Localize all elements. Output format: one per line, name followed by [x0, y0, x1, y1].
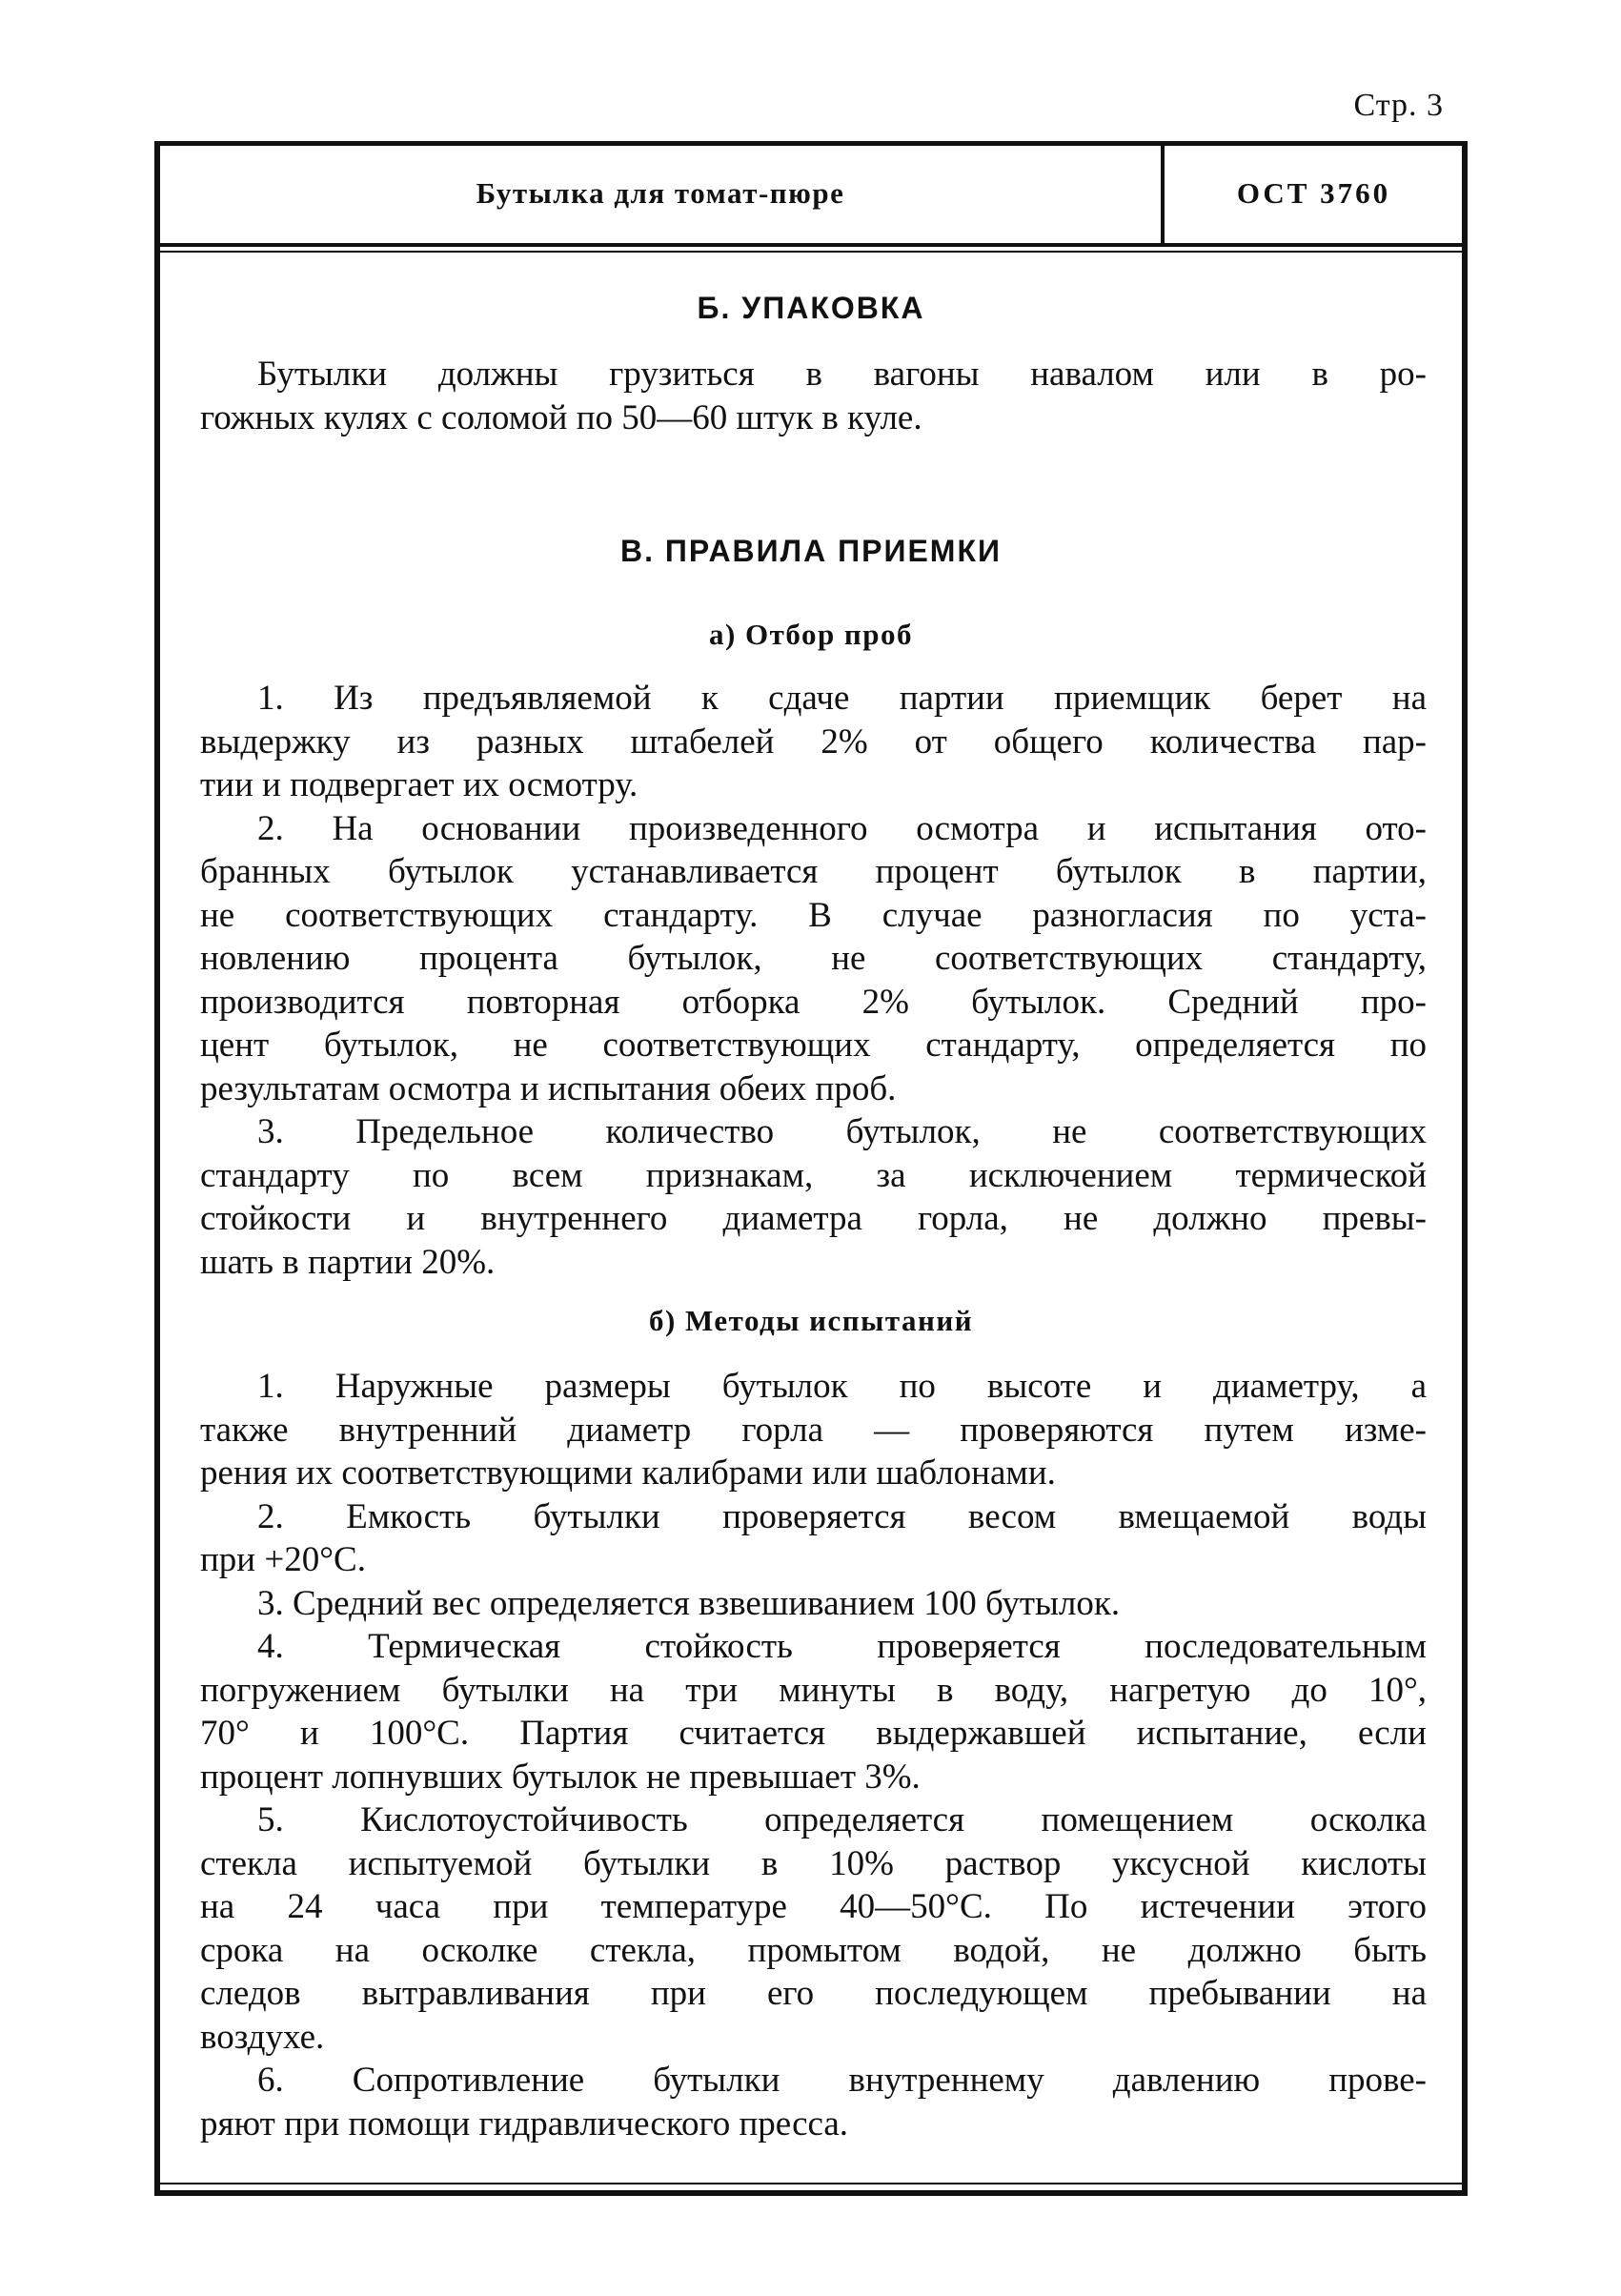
- test-methods-items: [200, 1365, 1427, 2145]
- text-line: 5. Кислотоустойчивость определяется помещением осколка: [257, 1800, 1427, 1839]
- text-line: стойкости и внутреннего диаметра горла, не должно превы-: [200, 1199, 1427, 1238]
- text-line: 1. Из предъявляемой к сдаче партии приемщик берет на: [257, 679, 1427, 718]
- section-packaging-paragraph: [200, 353, 1427, 439]
- text-line: Бутылки должны грузиться в вагоны навалом или в ро-: [257, 355, 1427, 394]
- text-line: шать в партии 20%.: [200, 1242, 496, 1282]
- text-line: гожных кулях с соломой по 50—60 штук в куле.: [200, 397, 922, 437]
- text-line: 2. Емкость бутылки проверяется весом вмещаемой воды: [257, 1496, 1427, 1536]
- text-line: стандарту по всем признакам, за исключением термической: [200, 1155, 1427, 1195]
- list-item: [200, 1582, 1427, 1626]
- text-line: 1. Наружные размеры бутылок по высоте и диаметру, а: [257, 1367, 1427, 1406]
- list-item: [200, 1798, 1427, 2059]
- text-line: 70° и 100°С. Партия считается выдержавшей испытание, если: [200, 1714, 1427, 1753]
- subsection-sampling-heading: а) Отбор проб: [708, 618, 914, 651]
- text-line: следов вытравливания при его последующем пребывании на: [200, 1974, 1427, 2013]
- text-line: тии и подвергает их осмотру.: [200, 765, 638, 804]
- list-item: [200, 807, 1427, 1111]
- list-item: [200, 677, 1427, 807]
- text-line: воздухе.: [200, 2017, 325, 2057]
- text-line: также внутренний диаметр горла — проверяются путем изме-: [200, 1410, 1427, 1450]
- text-line: не соответствующих стандарту. В случае разногласия по уста-: [200, 895, 1427, 935]
- text-line: 3. Средний вес определяется взвешиванием 100 бутылок.: [257, 1583, 1121, 1623]
- list-item: [200, 1365, 1427, 1495]
- text-line: бранных бутылок устанавливается процент бутылок в партии,: [200, 852, 1427, 891]
- text-line: выдержку из разных штабелей 2% от общего количества пар-: [200, 721, 1427, 762]
- text-line: новлению процента бутылок, не соответствующих стандарту,: [200, 939, 1427, 978]
- text-line: погружением бутылки на три минуты в воду, нагретую до 10°,: [200, 1670, 1427, 1710]
- text-line: цент бутылок, не соответствующих стандарту, определяется по: [200, 1026, 1427, 1065]
- section-packaging-heading: Б. УПАКОВКА: [697, 291, 925, 325]
- text-line: рения их соответствующими калибрами или шаблонами.: [200, 1453, 1056, 1493]
- header-standard-code: ОСТ 3760: [1236, 176, 1391, 210]
- section-acceptance-heading: В. ПРАВИЛА ПРИЕМКИ: [620, 534, 1002, 568]
- text-line: производится повторная отборка 2% бутылок. Средний про-: [200, 982, 1427, 1022]
- text-line: на 24 часа при температуре 40—50°С. По истечении этого: [200, 1887, 1427, 1926]
- document-header: [160, 146, 1462, 247]
- sampling-items: [200, 677, 1427, 1284]
- text-line: 6. Сопротивление бутылки внутреннему давлению прове-: [257, 2061, 1427, 2100]
- text-line: ряют при помощи гидравлического пресса.: [200, 2103, 849, 2144]
- list-item: [200, 2059, 1427, 2145]
- page-number: Стр. 3: [1353, 88, 1444, 123]
- subsection-test-methods-heading: б) Методы испытаний: [648, 1304, 974, 1337]
- text-line: при +20°С.: [200, 1540, 366, 1579]
- header-divider: [1161, 146, 1165, 243]
- list-item: [200, 1495, 1427, 1582]
- text-line: 2. На основании произведенного осмотра и испытания ото-: [257, 808, 1427, 848]
- text-line: результатам осмотра и испытания обеих проб.: [200, 1068, 897, 1108]
- text-line: срока на осколке стекла, промытом водой, не должно быть: [200, 1930, 1427, 1970]
- text-line: стекла испытуемой бутылки в 10% раствор уксусной кислоты: [200, 1843, 1427, 1883]
- text-line: процент лопнувших бутылок не превышает 3%.: [200, 1757, 921, 1797]
- text-line: 4. Термическая стойкость проверяется последовательным: [257, 1627, 1427, 1666]
- header-title: Бутылка для томат-пюре: [476, 176, 845, 210]
- list-item: [200, 1625, 1427, 1798]
- list-item: [200, 1110, 1427, 1284]
- text-line: 3. Предельное количество бутылок, не соответствующих: [257, 1112, 1427, 1151]
